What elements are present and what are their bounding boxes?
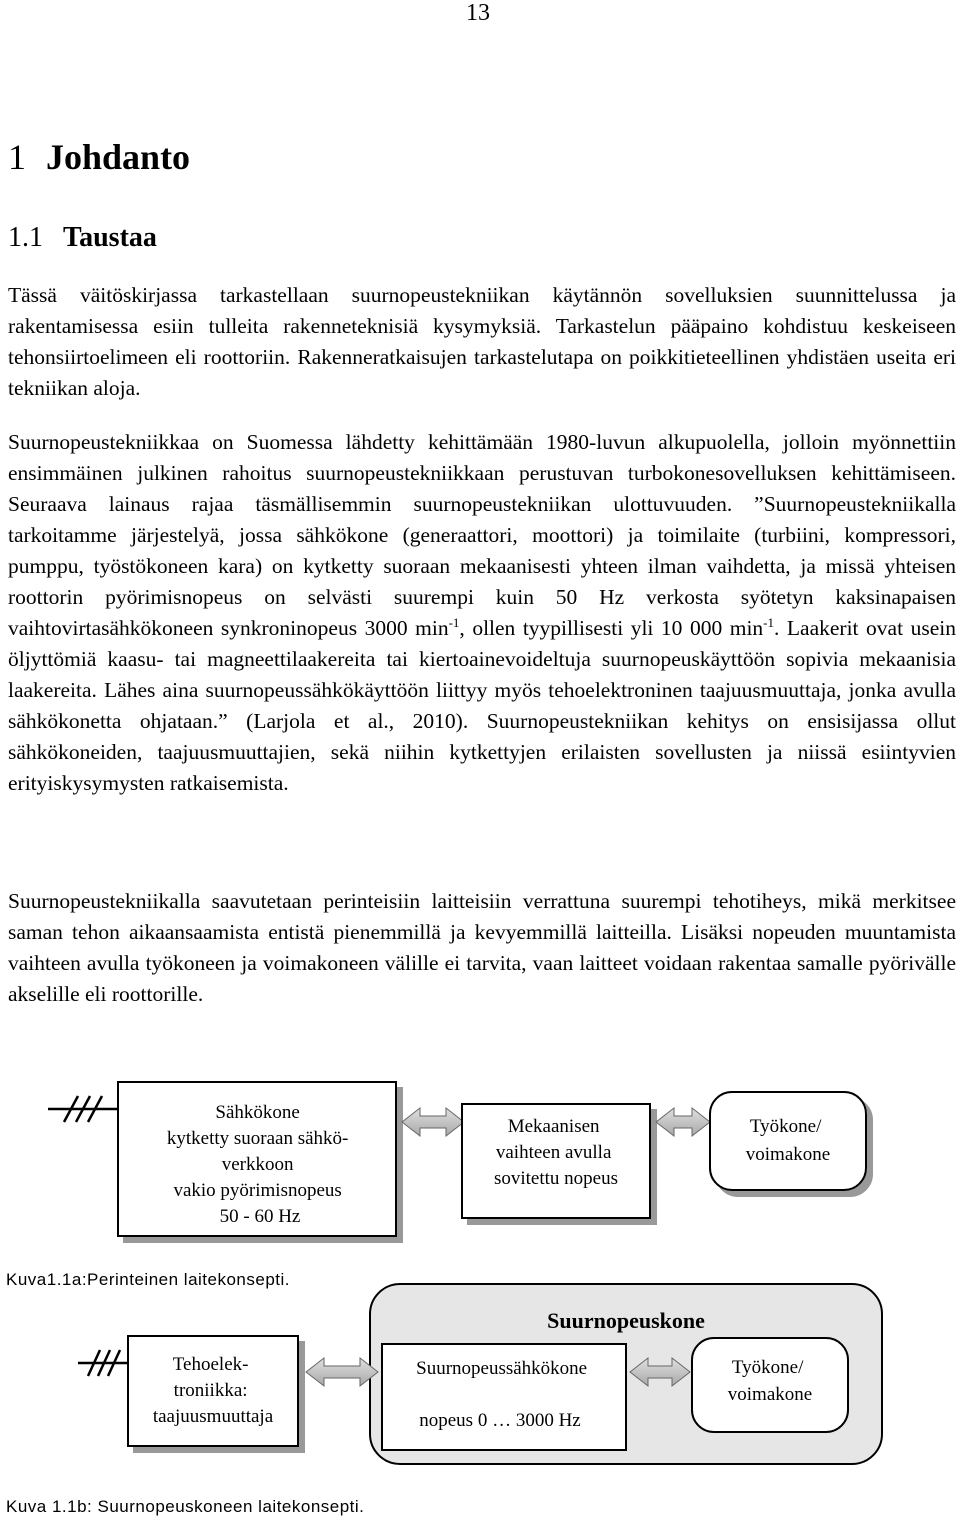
figure-caption-b: Kuva 1.1b: Suurnopeuskoneen laitekonsepti. (6, 1497, 365, 1516)
electric-machine-line3: verkkoon (221, 1154, 294, 1175)
mechanical-gear-line1: Mekaanisen (507, 1116, 600, 1137)
superscript-2: -1 (763, 614, 775, 630)
mechanical-gear-line3: sovitettu nopeus (493, 1168, 619, 1189)
work-machine-line1: Työkone/ (749, 1116, 822, 1137)
grid-supply-icon (78, 1350, 130, 1376)
paragraph-history-part-b: , ollen tyypillisesti yli 10 000 min (459, 616, 764, 640)
work-machine-line2: voimakone (745, 1144, 831, 1165)
electric-machine-line4: vakio pyörimisnopeus (173, 1180, 342, 1201)
high-speed-machine-title: Suurnopeuskone (547, 1308, 705, 1333)
high-speed-motor-line2: nopeus 0 … 3000 Hz (419, 1410, 581, 1431)
work-machine-b-line1: Työkone/ (731, 1357, 804, 1378)
page-number: 13 (466, 0, 490, 26)
chapter-title: Johdanto (46, 137, 191, 177)
work-machine-b-line2: voimakone (727, 1384, 813, 1405)
diagram-a (48, 1082, 866, 1236)
high-speed-motor-line1: Suurnopeussähkökone (416, 1358, 588, 1379)
power-electronics-line3: taajuusmuuttaja (152, 1406, 274, 1427)
paragraph-history-part-c: . Laakerit ovat usein öljyttömiä kaasu- tai magneettilaakereita tai kiertoainevoideltuja suurnopeuskäyttöön sopivia mekaanisia laakereita. Lähes aina suurnopeussähkökäyttöön liittyy myös tehoelektroninen taajuusmuuttaja, jonka avulla sähkökonetta ohjataan.” (Larjola et al., 2010). Suurnopeustekniikan kehitys on ensisijassa ollut sähkökoneiden, taajuusmuuttajien, sekä niihin kytkettyjen erilaisten sovellusten ja niissä esiintyvien erityiskysymysten ratkaisemista. (8, 616, 956, 795)
mechanical-gear-line2: vaihteen avulla (495, 1142, 612, 1163)
paragraph-history-part-a: Suurnopeustekniikkaa on Suomessa lähdetty kehittämään 1980-luvun alkupuolella, jolloin myönnettiin ensimmäinen julkinen rahoitus suurnopeustekniikkaan perustuvan turbokonesovelluksen kehittämiseen. Seuraava lainaus rajaa täsmällisemmin suurnopeustekniikan ulottuvuuden. ”Suurnopeustekniikalla tarkoitamme järjestelyä, jossa sähkökone (generaattori, moottori) ja toimilaite (turbiini, kompressori, pumppu, työstökoneen kara) on kytketty suoraan mekaanisesti yhteen ilman vaihdetta, ja missä yhteisen roottorin pyörimisnopeus on selvästi suurempi kuin 50 Hz verkosta syötetyn kaksinapaisen vaihtovirtasähkökoneen synkroninopeus 3000 min (8, 430, 956, 640)
section-heading (8, 222, 157, 254)
electric-machine-line1: Sähkökone (215, 1102, 300, 1123)
double-arrow-icon (402, 1108, 464, 1136)
power-electronics-line2: troniikka: (173, 1380, 248, 1401)
work-machine-box (710, 1092, 866, 1190)
grid-supply-icon (48, 1096, 118, 1122)
power-electronics-line1: Tehoelek- (172, 1354, 249, 1375)
double-arrow-icon (306, 1358, 378, 1386)
section-number: 1.1 (8, 222, 43, 253)
paragraph-benefits: Suurnopeustekniikalla saavutetaan perinteisiin laitteisiin verrattuna suurempi tehotiheys, mikä merkitsee saman tehon aikaansaamista entistä pienemmillä ja kevyemmillä laitteilla. Lisäksi nopeuden muuntamista vaihteen avulla työkoneen ja voimakoneen välille ei tarvita, vaan laitteet voidaan rakentaa samalle pyörivälle akselille eli roottorille. (8, 889, 956, 1006)
mechanical-gear-label (494, 1116, 618, 1189)
chapter-heading (8, 136, 190, 178)
superscript-1: -1 (448, 614, 460, 630)
electric-machine-line2: kytketty suoraan sähkö- (166, 1128, 349, 1149)
electric-machine-line5: 50 - 60 Hz (219, 1206, 301, 1227)
chapter-number: 1 (8, 137, 26, 177)
diagram-b (78, 1284, 882, 1464)
double-arrow-icon (656, 1108, 710, 1136)
section-title: Taustaa (63, 222, 157, 253)
figure-caption-a: Kuva1.1a:Perinteinen laitekonsepti. (6, 1270, 291, 1289)
paragraph-intro: Tässä väitöskirjassa tarkastellaan suurnopeustekniikan käytännön sovelluksien suunnittelussa ja rakentamisessa esiin tulleita rakenneteknisiä kysymyksiä. Tarkastelun pääpaino kohdistuu keskeiseen tehonsiirtoelimeen eli roottoriin. Rakenneratkaisujen tarkastelutapa on poikkitieteellinen yhdistäen useita eri tekniikan aloja. (8, 283, 956, 400)
paragraph-history (8, 427, 956, 799)
